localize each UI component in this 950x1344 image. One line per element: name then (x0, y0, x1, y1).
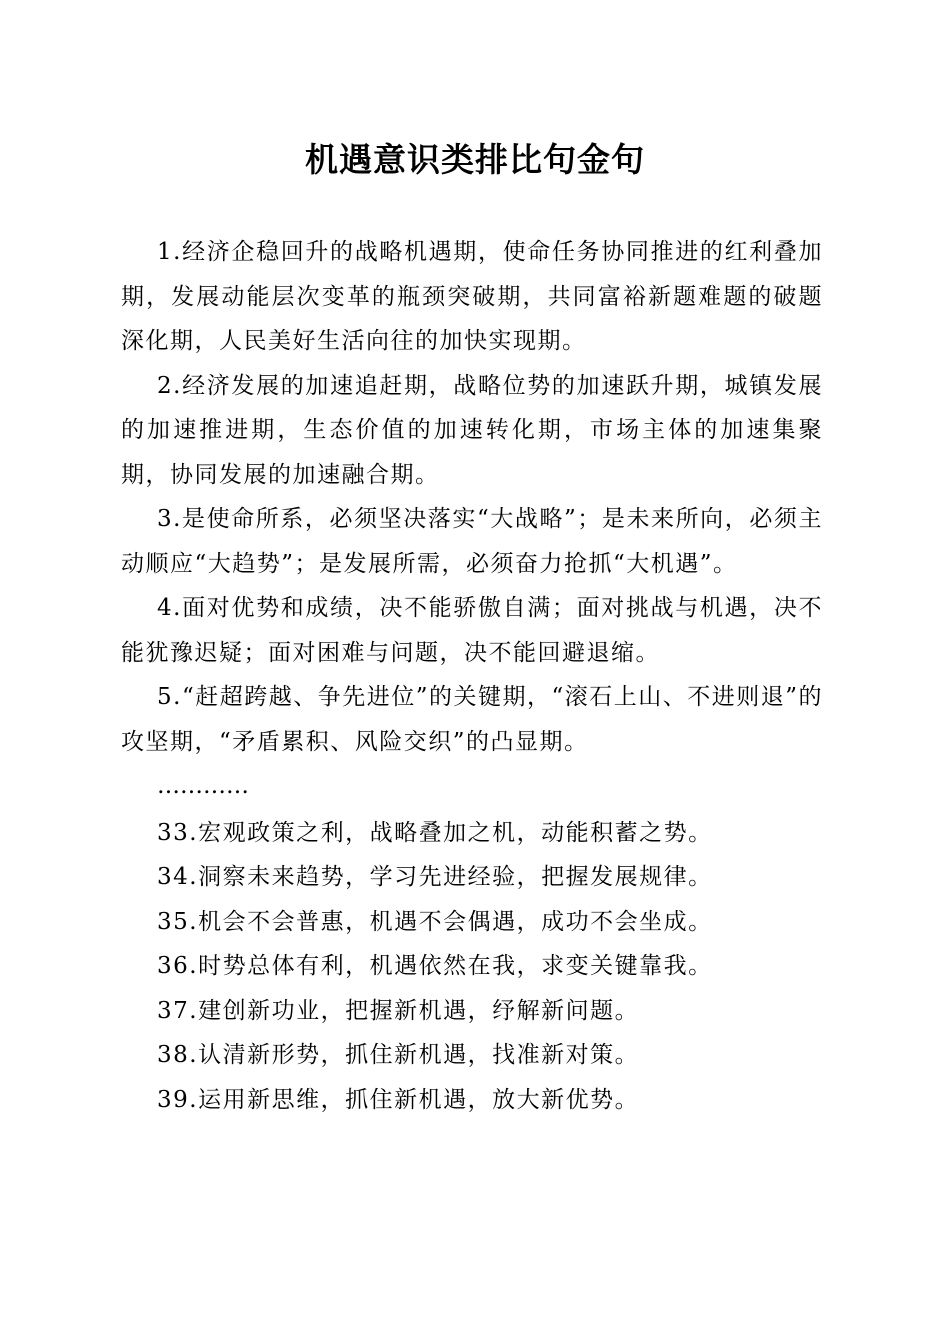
paragraph-2: 2.经济发展的加速追赶期，战略位势的加速跃升期，城镇发展的加速推进期，生态价值的加速转化期，市场主体的加速集聚期，协同发展的加速融合期。 (121, 372, 823, 488)
ellipsis-separator: ………… (157, 773, 249, 799)
list-item-37: 37.建创新功业，把握新机遇，纾解新问题。 (157, 997, 640, 1024)
document-title: 机遇意识类排比句金句 (305, 140, 645, 179)
list-item-34: 34.洞察未来趋势，学习先进经验，把握发展规律。 (157, 864, 713, 890)
list-item-33: 33.宏观政策之利，战略叠加之机，动能积蓄之势。 (157, 819, 713, 846)
paragraph-3: 3.是使命所系，必须坚决落实“大战略”；是未来所向，必须主动顺应“大趋势”；是发展所需，必须奋力抢抓“大机遇”。 (121, 506, 823, 577)
document-body (121, 230, 823, 1122)
list-item-39: 39.运用新思维，抓住新机遇，放大新优势。 (157, 1086, 640, 1113)
paragraph-4: 4.面对优势和成绩，决不能骄傲自满；面对挑战与机遇，决不能犹豫迟疑；面对困难与问题，决不能回避退缩。 (121, 595, 823, 666)
list-item-36: 36.时势总体有利，机遇依然在我，求变关键靠我。 (157, 953, 713, 979)
list-item-35: 35.机会不会普惠，机遇不会偶遇，成功不会坐成。 (157, 908, 713, 935)
paragraph-5: 5.“赶超跨越、争先进位”的关键期，“滚石上山、不进则退”的攻坚期，“矛盾累积、风险交织”的凸显期。 (121, 684, 823, 755)
short-items-list (121, 811, 823, 1123)
list-item-38: 38.认清新形势，抓住新机遇，找准新对策。 (157, 1042, 640, 1068)
paragraph-1: 1.经济企稳回升的战略机遇期，使命任务协同推进的红利叠加期，发展动能层次变革的瓶颈突破期，共同富裕新题难题的破题深化期，人民美好生活向往的加快实现期。 (121, 239, 823, 354)
